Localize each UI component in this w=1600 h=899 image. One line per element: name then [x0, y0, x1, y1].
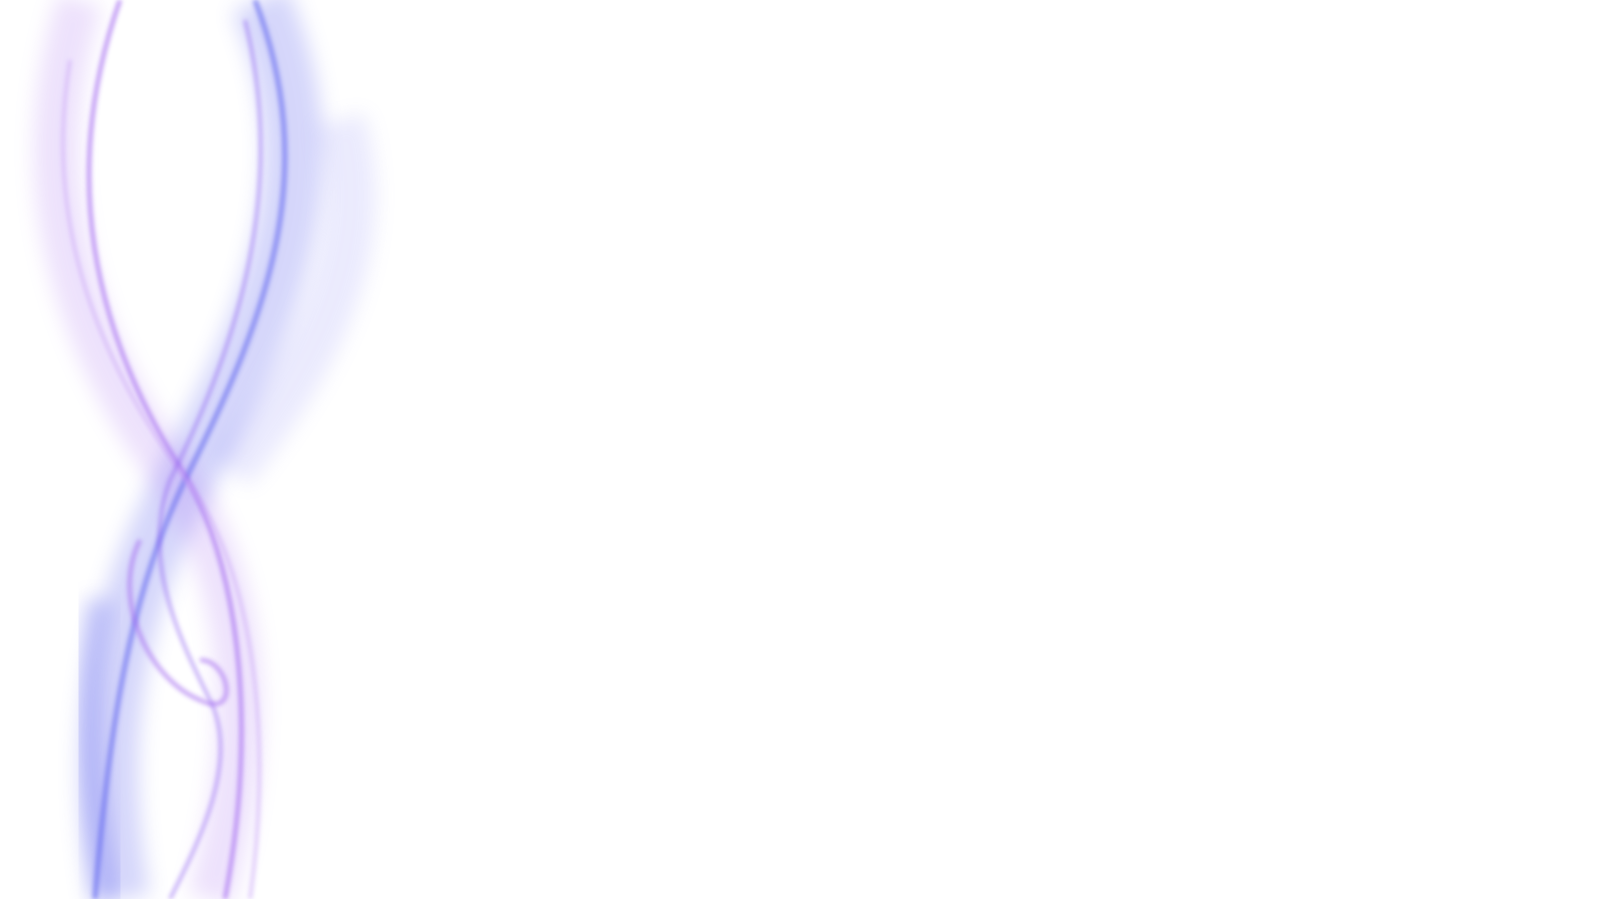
agenda-item-3	[395, 645, 1495, 735]
agenda-item-2	[395, 441, 1495, 531]
purple-smoke-decoration	[0, 0, 400, 899]
agenda-item-1	[395, 256, 1495, 346]
